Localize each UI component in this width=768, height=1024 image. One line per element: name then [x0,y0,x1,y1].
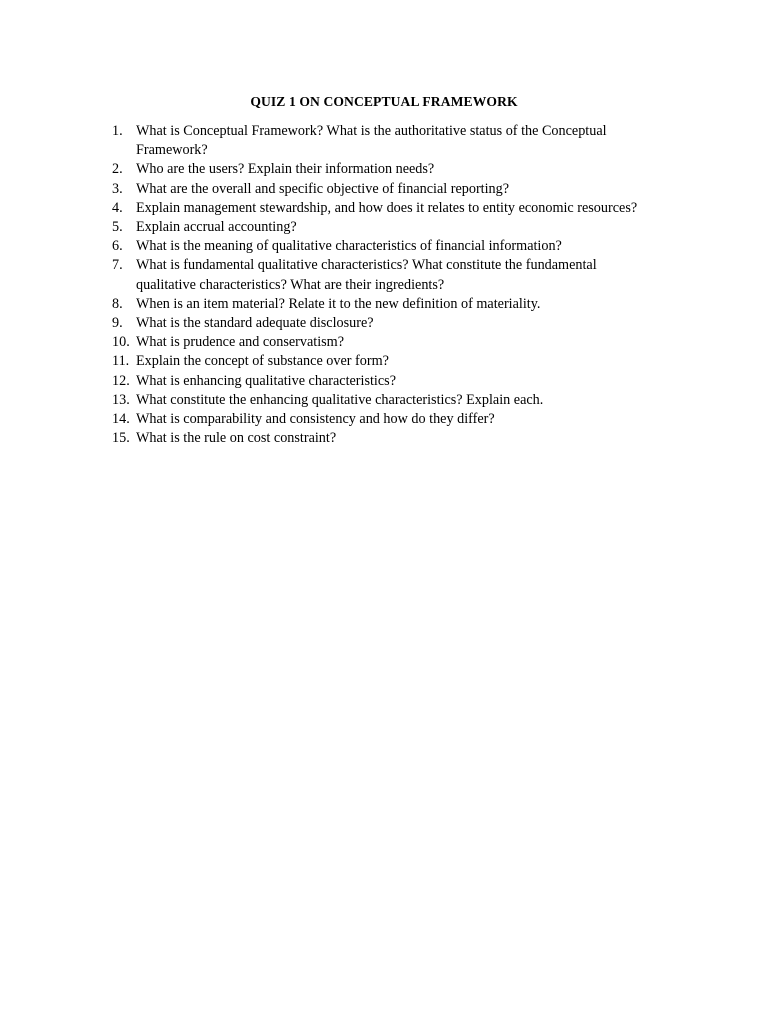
question-text: What is the rule on cost constraint? [136,430,337,447]
question-text: What constitute the enhancing qualitative characteristics? Explain each. [136,391,544,408]
question-text: What is comparability and consistency and how do they differ? [136,411,495,428]
question-text: Explain the concept of substance over form? [136,353,389,370]
question-number: 9. [112,315,123,332]
question-text: What are the overall and specific objective of financial reporting? [136,180,510,197]
question-item [112,333,712,352]
question-number: 2. [112,161,123,178]
question-item [112,218,712,237]
question-number: 13. [112,391,130,408]
question-item [112,237,712,256]
question-item [112,160,712,179]
question-number: 14. [112,411,130,428]
question-text: What is Conceptual Framework? What is the authoritative status of the Conceptual Framework? [136,123,607,159]
question-item [112,314,712,333]
question-text: What is prudence and conservatism? [136,334,345,351]
question-item [112,410,712,429]
question-text: When is an item material? Relate it to the new definition of materiality. [136,295,541,312]
question-item [112,256,712,294]
question-number: 12. [112,372,130,389]
question-item [112,199,712,218]
question-item [112,180,712,199]
question-number: 5. [112,219,123,236]
question-number: 1. [112,123,123,139]
question-text: What is enhancing qualitative characteristics? [136,372,396,389]
question-item [112,391,712,410]
question-number: 15. [112,430,130,447]
question-number: 4. [112,199,123,216]
question-number: 7. [112,257,123,274]
question-item [112,122,712,160]
question-item [112,352,712,371]
question-list [112,122,712,448]
question-text: What is the standard adequate disclosure? [136,315,374,332]
document-title: QUIZ 1 ON CONCEPTUAL FRAMEWORK [250,94,518,109]
question-text: Explain accrual accounting? [136,219,297,236]
question-item [112,372,712,391]
question-number: 10. [112,334,130,351]
question-number: 8. [112,295,123,312]
question-item [112,295,712,314]
question-text: Explain management stewardship, and how does it relates to entity economic resources? [136,199,638,216]
question-number: 6. [112,238,123,255]
question-text: Who are the users? Explain their information needs? [136,161,435,178]
question-text: What is fundamental qualitative characteristics? What constitute the fundamental qualitative characteristics? What are their ingredients? [136,257,597,293]
question-number: 3. [112,180,123,197]
question-item [112,429,712,448]
question-text: What is the meaning of qualitative characteristics of financial information? [136,238,562,255]
question-number: 11. [112,353,130,370]
